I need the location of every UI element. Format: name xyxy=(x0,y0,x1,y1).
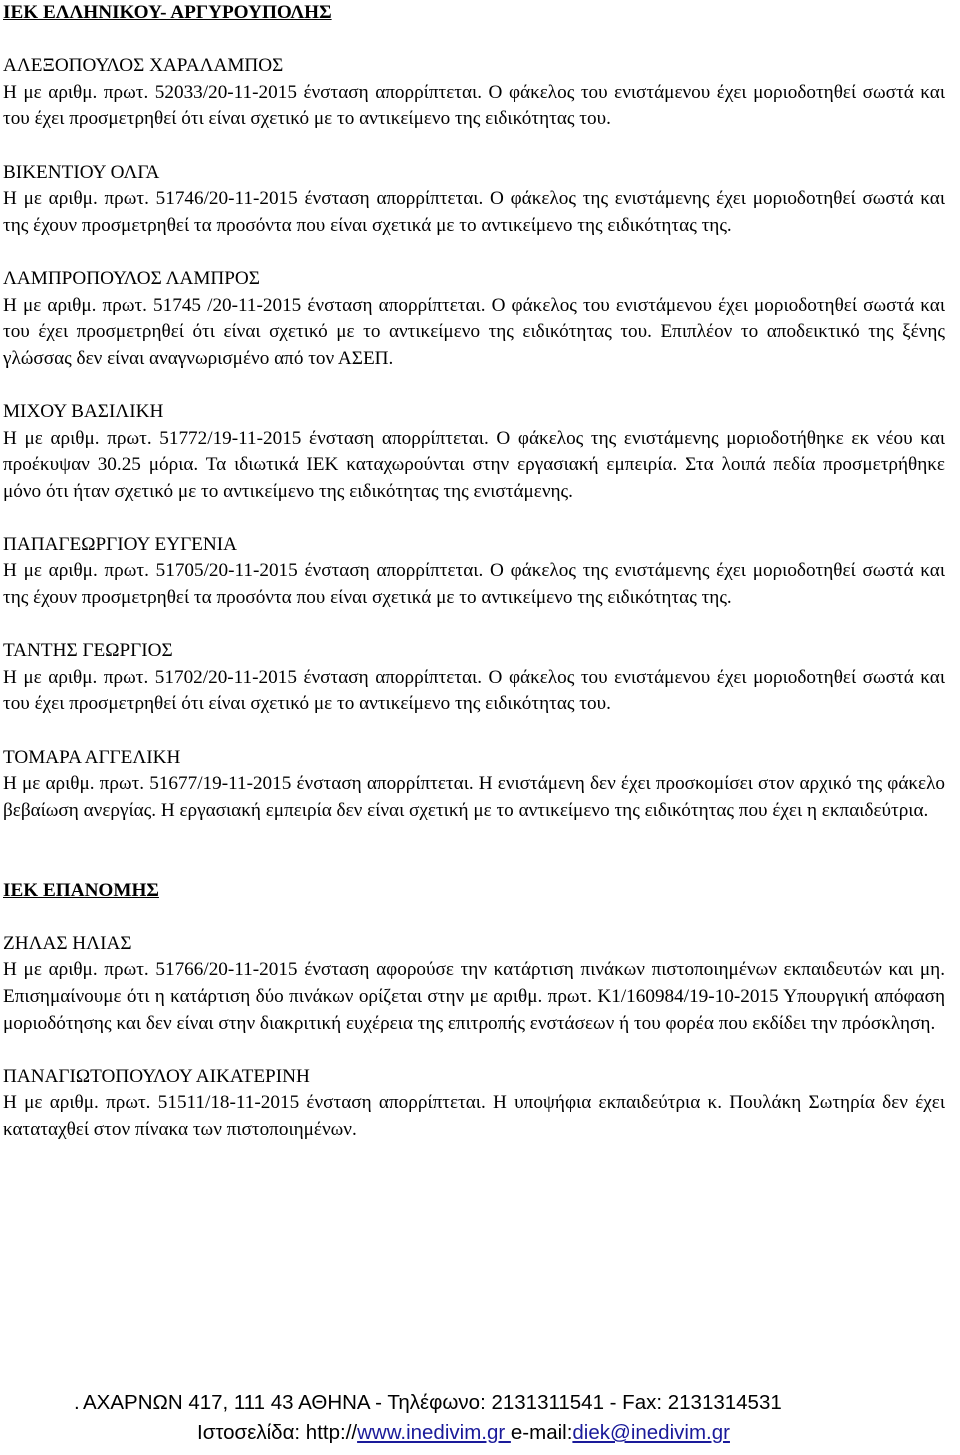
entry-name: ΒΙΚΕΝΤΙΟΥ ΟΛΓΑ xyxy=(3,161,160,183)
email-label: e-mail: xyxy=(510,1421,573,1444)
entry xyxy=(3,266,945,372)
entry-text: Η με αριθμ. πρωτ. 51705/20-11-2015 ένσταση απορρίπτεται. Ο φάκελος της ενιστάμενης έχει μοριοδοτηθεί σωστά και της έχουν προσμετρηθεί τα προσόντα που είναι σχετικά με το αντικείμενο της ειδικότητας της. xyxy=(3,560,945,609)
entry xyxy=(3,1064,945,1144)
entry xyxy=(3,931,945,1037)
website-link[interactable]: www.inedivim.gr xyxy=(357,1421,511,1444)
entry xyxy=(3,745,945,825)
footer-contact-line xyxy=(197,1418,730,1448)
entry-text: Η με αριθμ. πρωτ. 51511/18-11-2015 ένσταση απορρίπτεται. Η υποψήφια εκπαιδεύτρια κ. Πουλάκη Σωτηρία δεν έχει καταταχθεί στον πίνακα των πιστοποιημένων. xyxy=(3,1092,945,1140)
entry-name: ΛΑΜΠΡΟΠΟΥΛΟΣ ΛΑΜΠΡΟΣ xyxy=(3,267,260,289)
entry-name: ΠΑΝΑΓΙΩΤΟΠΟΥΛΟΥ ΑΙΚΑΤΕΡΙΝΗ xyxy=(3,1065,310,1087)
entry-name: ΤΟΜΑΡΑ ΑΓΓΕΛΙΚΗ xyxy=(3,746,181,768)
website-label: Ιστοσελίδα: http:// xyxy=(197,1421,358,1444)
entry-text: Η με αριθμ. πρωτ. 51745 /20-11-2015 ένσταση απορρίπτεται. Ο φάκελος του ενιστάμενου έχει μοριοδοτηθεί σωστά και του έχει προσμετρηθεί ότι είναι σχετικό με το αντικείμενο της ειδικότητας του. Επιπλέον το αποδεικτικό της ξένης γλώσσας δεν είναι αναγνωρισμένο από τον ΑΣΕΠ. xyxy=(3,294,945,369)
entry-text: Η με αριθμ. πρωτ. 51677/19-11-2015 ένσταση απορρίπτεται. Η ενιστάμενη δεν έχει προσκομίσει στον αρχικό της φάκελο βεβαίωση ανεργίας. Η εργασιακή εμπειρία δεν είναι σχετική με το αντικείμενο της ειδικότητας που έχει η εκπαιδεύτρια. xyxy=(3,773,945,821)
entry xyxy=(3,532,945,612)
entry-text: Η με αριθμ. πρωτ. 51772/19-11-2015 ένσταση απορρίπτεται. Ο φάκελος της ενιστάμενης μοριοδοτήθηκε εκ νέου και προέκυψαν 30.25 μόρια. Τα ιδιωτικά ΙΕΚ καταχωρούνται στην εργασιακή εμπειρία. Στα λοιπά πεδία προσμετρήθηκε μόνο ότι ήταν σχετικό με το αντικείμενο της ειδικότητας της ενιστάμενης. xyxy=(3,427,945,502)
footer-address: ΑΧΑΡΝΩΝ 417, 111 43 ΑΘΗΝΑ - Τηλέφωνο: 2131311541 - Fax: 2131314531 xyxy=(83,1391,782,1414)
section-heading: ΙΕΚ ΕΠΑΝΟΜΗΣ xyxy=(3,879,159,901)
entry-text: Η με αριθμ. πρωτ. 51766/20-11-2015 ένσταση αφορούσε την κατάρτιση πινάκων πιστοποιημένων εκπαιδευτών και μη. Επισημαίνουμε ότι η κατάρτιση δύο πινάκων ορίζεται στην με αριθμ. πρωτ. Κ1/160984/19-10-2015 Υπουργική απόφαση μοριοδότησης και δεν είναι στην διακριτική ευχέρεια της επιτροπής ενστάσεων ή του φορέα που εκδίδει την πρόσκληση. xyxy=(3,959,945,1034)
entry-name: ΜΙΧΟΥ ΒΑΣΙΛΙΚΗ xyxy=(3,400,164,422)
section xyxy=(3,878,945,1144)
entry xyxy=(3,160,945,240)
entry xyxy=(3,638,945,718)
email-link[interactable]: diek@inedivim.gr xyxy=(572,1421,730,1444)
entry-text: Η με αριθμ. πρωτ. 51746/20-11-2015 ένσταση απορρίπτεται. Ο φάκελος της ενιστάμενης έχει μοριοδοτηθεί σωστά και της έχουν προσμετρηθεί τα προσόντα που είναι σχετικά με το αντικείμενο της ειδικότητας της. xyxy=(3,188,945,236)
entry-name: ΑΛΕΞΟΠΟΥΛΟΣ ΧΑΡΑΛΑΜΠΟΣ xyxy=(3,55,284,77)
section-heading: ΙΕΚ ΕΛΛΗΝΙΚΟΥ- ΑΡΓΥΡΟΥΠΟΛΗΣ xyxy=(3,2,332,23)
section xyxy=(3,0,945,824)
entry-text: Η με αριθμ. πρωτ. 52033/20-11-2015 ένσταση απορρίπτεται. Ο φάκελος του ενιστάμενου έχει μοριοδοτηθεί σωστά και του έχει προσμετρηθεί ότι είναι σχετικό με το αντικείμενο της ειδικότητας του. xyxy=(3,81,945,130)
entry-name: ΖΗΛΑΣ ΗΛΙΑΣ xyxy=(3,932,132,954)
entry-name: ΠΑΠΑΓΕΩΡΓΙΟΥ ΕΥΓΕΝΙΑ xyxy=(3,533,237,555)
entry xyxy=(3,399,945,505)
entry xyxy=(3,53,945,133)
entry-name: ΤΑΝΤΗΣ ΓΕΩΡΓΙΟΣ xyxy=(3,640,173,662)
footer-dot: . xyxy=(74,1391,80,1414)
entry-text: Η με αριθμ. πρωτ. 51702/20-11-2015 ένσταση απορρίπτεται. Ο φάκελος του ενιστάμενου έχει μοριοδοτηθεί σωστά και του έχει προσμετρηθεί ότι είναι σχετικό με το αντικείμενο της ειδικότητας του. xyxy=(3,666,945,715)
document-body xyxy=(3,0,945,1144)
